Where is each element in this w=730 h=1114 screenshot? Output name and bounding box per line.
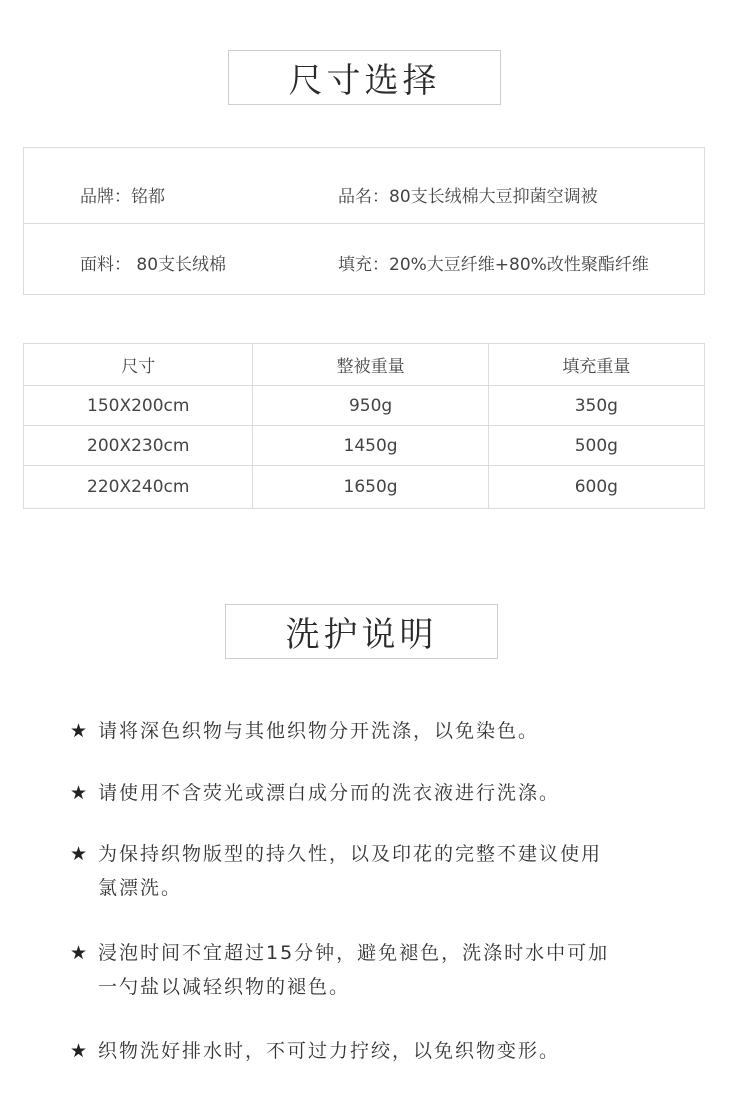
list-item — [70, 776, 618, 810]
cell-total-weight: 1450g — [253, 426, 488, 466]
cell-total-weight: 950g — [253, 386, 488, 426]
star-icon: ★ — [70, 1040, 90, 1062]
list-item — [70, 1034, 618, 1068]
care-text: 织物洗好排水时，不可过力拧绞，以免织物变形。 — [98, 1040, 561, 1062]
header-size: 尺寸 — [24, 344, 253, 386]
size-table — [23, 343, 705, 509]
filling-label: 填充：20%大豆纤维+80%改性聚酯纤维 — [338, 255, 649, 275]
header-total-weight: 整被重量 — [253, 344, 488, 386]
care-text: 请将深色织物与其他织物分开洗涤，以免染色。 — [98, 720, 540, 742]
info-divider — [24, 223, 704, 224]
table-row — [24, 386, 705, 426]
care-text: 浸泡时间不宜超过15分钟，避免褪色，洗涤时水中可加一勺盐以减轻织物的褪色。 — [98, 942, 610, 998]
table-header-row — [24, 344, 705, 386]
table-row — [24, 426, 705, 466]
cell-size: 220X240cm — [24, 466, 253, 509]
brand-label: 品牌：铭都 — [80, 187, 165, 207]
star-icon: ★ — [70, 720, 90, 742]
cell-size: 150X200cm — [24, 386, 253, 426]
size-section-title: 尺寸选择 — [228, 50, 501, 105]
star-icon: ★ — [70, 843, 90, 865]
cell-total-weight: 1650g — [253, 466, 488, 509]
fabric-label: 面料： 80支长绒棉 — [80, 255, 227, 275]
star-icon: ★ — [70, 782, 90, 804]
product-name-label: 品名：80支长绒棉大豆抑菌空调被 — [338, 187, 598, 207]
table-row — [24, 466, 705, 509]
list-item — [70, 837, 618, 905]
cell-size: 200X230cm — [24, 426, 253, 466]
care-section-title: 洗护说明 — [225, 604, 498, 659]
star-icon: ★ — [70, 942, 90, 964]
list-item — [70, 936, 618, 1004]
cell-fill-weight: 500g — [488, 426, 704, 466]
care-text: 请使用不含荧光或漂白成分而的洗衣液进行洗涤。 — [98, 782, 561, 804]
care-text: 为保持织物版型的持久性，以及印花的完整不建议使用氯漂洗。 — [98, 843, 603, 899]
cell-fill-weight: 350g — [488, 386, 704, 426]
product-info-box — [23, 147, 705, 295]
list-item — [70, 714, 618, 748]
header-fill-weight: 填充重量 — [488, 344, 704, 386]
cell-fill-weight: 600g — [488, 466, 704, 509]
